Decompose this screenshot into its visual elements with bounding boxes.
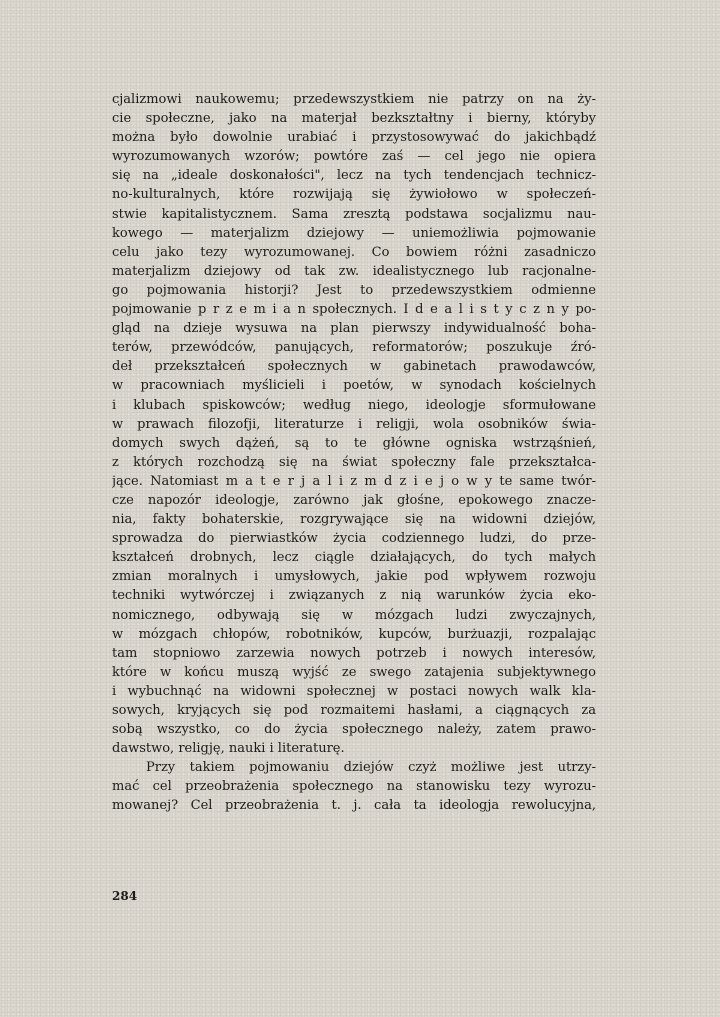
- text-line: terów, przewódców, panujących, reformatorów; poszukuje źró-: [112, 340, 596, 356]
- text-line: materjalizm dziejowy od tak zw. idealistycznego lub racjonalne-: [112, 263, 596, 279]
- text-line: z których rozchodzą się na świat społeczny fale przekształca-: [112, 454, 596, 470]
- paragraph-start-line: Przy takiem pojmowaniu dziejów czyż możliwe jest utrzy-: [146, 760, 596, 776]
- text-line: można było dowolnie urabiać i przystosowywać do jakichbądź: [112, 130, 596, 146]
- text-line: domych swych dążeń, są to te główne ogniska wstrząśnień,: [112, 435, 596, 451]
- text-line: sowych, kryjących się pod rozmaitemi hasłami, a ciągnących za: [112, 703, 596, 718]
- text-line: mać cel przeobrażenia społecznego na stanowisku tezy wyrozu-: [112, 779, 596, 795]
- text-line: wyrozumowanych wzorów; powtóre zaś — cel jego nie opiera: [112, 149, 596, 165]
- text-line: sprowadza do pierwiastków życia codziennego ludzi, do prze-: [112, 531, 596, 547]
- text-line: i wybuchnąć na widowni społecznej w postaci nowych walk kla-: [112, 683, 596, 699]
- text-line: nomicznego, odbywają się w mózgach ludzi zwyczajnych,: [112, 607, 596, 623]
- text-line: tam stopniowo zarzewia nowych potrzeb i nowych interesów,: [112, 645, 596, 661]
- text-line: stwie kapitalistycznem. Sama zresztą podstawa socjalizmu nau-: [112, 206, 596, 222]
- body-text: [112, 90, 596, 816]
- text-line: go pojmowania historji? Jest to przedewszystkiem odmienne: [112, 282, 596, 298]
- text-line: pojmowanie p r z e m i a n społecznych. I d e a l i s t y c z n y po-: [112, 302, 596, 318]
- text-line: w mózgach chłopów, robotników, kupców, burżuazji, rozpalając: [112, 626, 596, 642]
- text-line: jące. Natomiast m a t e r j a l i z m d z i e j o w y te same twór-: [112, 473, 596, 489]
- text-line: które w końcu muszą wyjść ze swego zatajenia subjektywnego: [112, 664, 596, 680]
- text-line: sobą wszystko, co do życia społecznego należy, zatem prawo-: [112, 722, 596, 738]
- text-line: i klubach spiskowców; według niego, ideologje sformułowane: [112, 397, 596, 413]
- text-line: się na „ideale doskonałości", lecz na tych tendencjach technicz-: [112, 168, 596, 184]
- text-line: w pracowniach myślicieli i poetów, w synodach kościelnych: [112, 378, 596, 394]
- text-line: deł przekształceń społecznych w gabinetach prawodawców,: [112, 359, 596, 375]
- text-line: cie społeczne, jako na materjał bezkształtny i bierny, któryby: [112, 111, 596, 127]
- text-line: kształceń drobnych, lecz ciągle działających, do tych małych: [112, 550, 596, 566]
- paragraph-end-line: dawstwo, religję, nauki i literaturę.: [112, 741, 345, 757]
- text-line: cze napozór ideologje, zarówno jak głośne, epokowego znacze-: [112, 492, 596, 508]
- text-line: kowego — materjalizm dziejowy — uniemożliwia pojmowanie: [112, 225, 596, 241]
- text-line: no-kulturalnych, które rozwijają się żywiołowo w społeczeń-: [112, 187, 596, 203]
- text-line: nia, fakty bohaterskie, rozgrywające się na widowni dziejów,: [112, 512, 596, 528]
- text-line: w prawach filozofji, literaturze i religji, wola osobników świa-: [112, 416, 596, 432]
- text-line: mowanej? Cel przeobrażenia t. j. cała ta ideologja rewolucyjna,: [112, 798, 596, 814]
- text-line: celu jako tezy wyrozumowanej. Co bowiem różni zasadniczo: [112, 244, 596, 260]
- text-line: zmian moralnych i umysłowych, jakie pod wpływem rozwoju: [112, 569, 596, 585]
- page-number: 284: [112, 889, 138, 903]
- text-line: techniki wytwórczej i związanych z nią warunków życia eko-: [112, 588, 596, 604]
- text-line: gląd na dzieje wysuwa na plan pierwszy indywidualność boha-: [112, 321, 596, 337]
- text-line: cjalizmowi naukowemu; przedewszystkiem nie patrzy on na ży-: [112, 92, 596, 107]
